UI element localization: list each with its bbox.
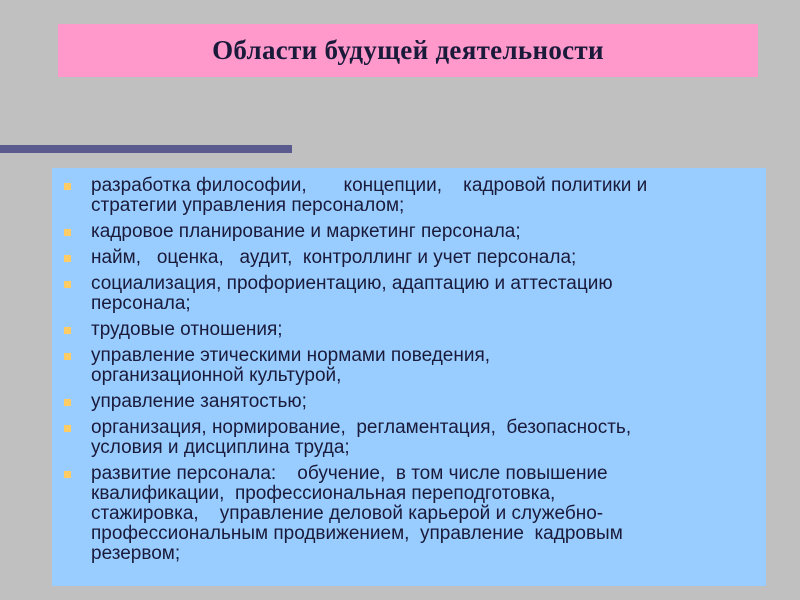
list-item-line: персонала; [91,293,191,314]
square-bullet-icon [64,255,71,262]
list-item [64,346,752,386]
list-item [64,222,752,242]
list-item-line: социализация, профориентацию, адаптацию и аттестацию [91,273,613,294]
list-item-line: стажировка, управление деловой карьерой и служебно- [91,503,604,524]
list-item-line: стратегии управления персоналом; [91,195,405,216]
list-item-line: резервом; [91,543,181,564]
list-item [64,274,752,314]
list-item [64,320,752,340]
list-item-line: организационной культурой, [91,365,342,386]
list-item-line: управление этическими нормами поведения, [91,345,491,366]
square-bullet-icon [64,425,71,432]
list-item-line: разработка философии, концепции, кадровой политики и [91,175,648,196]
list-item [64,176,752,216]
list-item [64,392,752,412]
list-item-line: профессиональным продвижением, управление кадровым [91,523,623,544]
square-bullet-icon [64,399,71,406]
page-title: Области будущей деятельности [212,35,604,65]
square-bullet-icon [64,353,71,360]
square-bullet-icon [64,183,71,190]
square-bullet-icon [64,281,71,288]
bullet-list [52,168,766,564]
list-item-line: квалификации, профессиональная переподготовка, [91,483,556,504]
list-item-line: условия и дисциплина труда; [91,437,350,458]
list-item [64,248,752,268]
square-bullet-icon [64,471,71,478]
decorative-divider [0,145,292,153]
list-item-line: найм, оценка, аудит, контроллинг и учет персонала; [91,247,577,268]
list-item-line: развитие персонала: обучение, в том числе повышение [91,463,608,484]
square-bullet-icon [64,327,71,334]
square-bullet-icon [64,229,71,236]
list-item-line: управление занятостью; [91,391,307,412]
list-item-line: кадровое планирование и маркетинг персонала; [91,221,521,242]
title-banner [58,24,758,77]
list-item-line: организация, нормирование, регламентация, безопасность, [91,417,632,438]
list-item [64,464,752,564]
content-panel [52,168,766,586]
list-item-line: трудовые отношения; [91,319,283,340]
list-item [64,418,752,458]
